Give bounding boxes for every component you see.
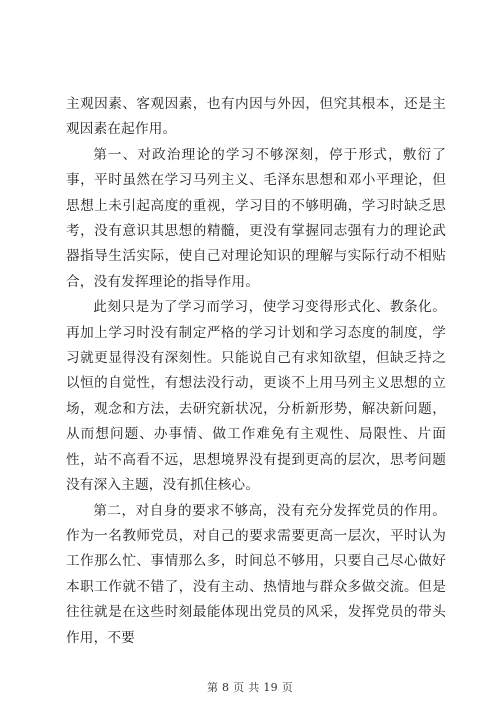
paragraph-intro: 主观因素、客观因素，也有内因与外因，但究其根本，还是主观因素在起作用。 — [66, 96, 446, 138]
document-body — [66, 92, 446, 651]
paragraph-second-point: 第二，对自身的要求不够高，没有充分发挥党员的作用。作为一名教师党员，对自己的要求需要更高一层次，平时认为工作那么忙、事情那么多，时间总不够用，只要自己尽心做好本职工作就不错了，没有主动、热情地与群众多做交流。但是往往就是在这些时刻最能体现出党员的风采，发挥党员的带头作用，不要 — [66, 502, 446, 646]
paragraph-continuation: 此刻只是为了学习而学习，使学习变得形式化、教条化。再加上学习时没有制定严格的学习计划和学习态度的制度，学习就更显得没有深刻性。只能说自己有求知欲望，但缺乏持之以恒的自觉性，有想法没行动，更谈不上用马列主义思想的立场，观念和方法，去研究新状况，分析新形势，解决新问题，从而想问题、办事情、做工作难免有主观性、局限性、片面性，站不高看不远，思想境界没有提到更高的层次，思考问题没有深入主题，没有抓住核心。 — [66, 299, 446, 494]
page-number-footer: 第 8 页 共 19 页 — [206, 681, 294, 694]
paragraph-first-point: 第一、对政治理论的学习不够深刻，停于形式，敷衍了事，平时虽然在学习马列主义、毛泽东思想和邓小平理论，但思想上未引起高度的重视，学习目的不够明确，学习时缺乏思考，没有意识其思想的精髓，更没有掌握同志强有力的理论武器指导生活实际，使自己对理论知识的理解与实际行动不相贴合，没有发挥理论的指导作用。 — [66, 146, 446, 290]
